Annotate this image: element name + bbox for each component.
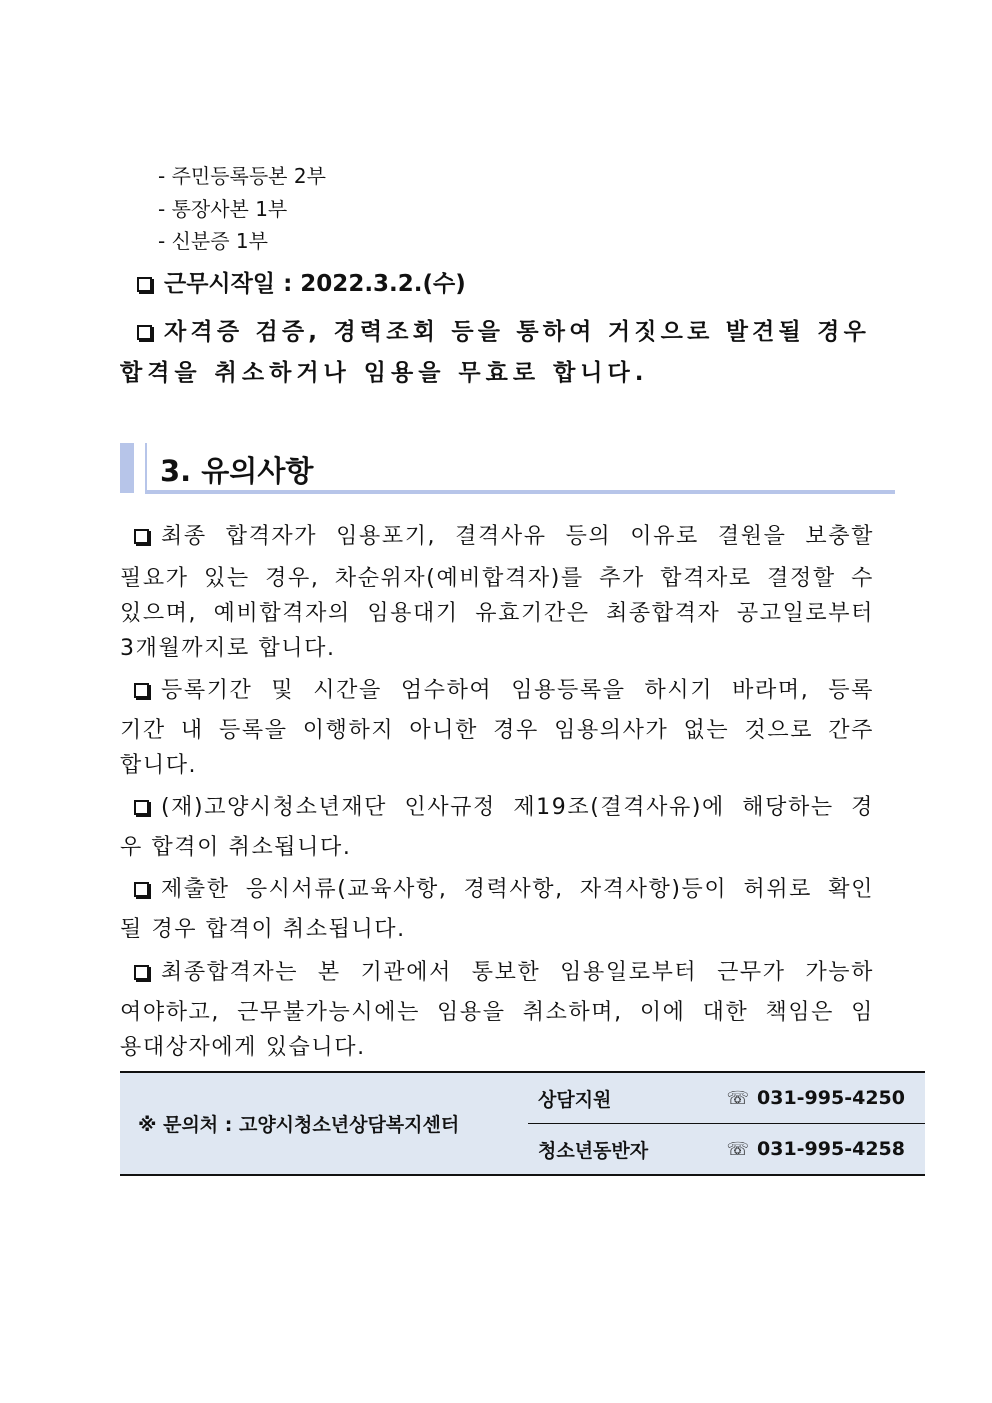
contact-label: ※ 문의처 : 고양시청소년상담복지센터 xyxy=(120,1072,528,1175)
contact-name: 청소년동반자 xyxy=(528,1124,678,1176)
note-5-line-3: 용대상자에게 있습니다. xyxy=(120,1035,366,1060)
note-2-line-3: 합니다. xyxy=(120,753,198,778)
note-5-line-1: 최종합격자는 본 기관에서 통보한 임용일로부터 근무가 가능하 xyxy=(134,955,874,986)
checkbox-icon xyxy=(134,800,149,815)
section-left-line xyxy=(145,443,147,493)
doc-item: - 주민등록등본 2부 xyxy=(158,164,326,188)
note-3-line-1: (재)고양시청소년재단 인사규정 제19조(결격사유)에 해당하는 경 xyxy=(134,790,874,821)
note-2-line-2: 기간 내 등록을 이행하지 아니한 경우 임용의사가 없는 것으로 간주 xyxy=(120,718,874,743)
warning-line-2: 합격을 취소하거나 임용을 무효로 합니다. xyxy=(120,360,649,386)
section-accent-bar xyxy=(120,443,134,493)
doc-item: - 통장사본 1부 xyxy=(158,197,288,221)
note-1-line-3: 있으며, 예비합격자의 임용대기 유효기간은 최종합격자 공고일로부터 xyxy=(120,601,874,626)
start-date-item xyxy=(137,265,466,298)
warning-text-1: 자격증 검증, 경력조회 등을 통하여 거짓으로 발견될 경우 xyxy=(164,319,871,345)
note-4-line-2: 될 경우 합격이 취소됩니다. xyxy=(120,917,406,942)
doc-item: - 신분증 1부 xyxy=(158,229,268,253)
note-3-line-2: 우 합격이 취소됩니다. xyxy=(120,835,352,860)
contact-table xyxy=(120,1071,925,1176)
start-date-text: 근무시작일 : 2022.3.2.(수) xyxy=(164,271,466,297)
phone-icon: ☏ xyxy=(726,1088,750,1109)
note-5-line-2: 여야하고, 근무불가능시에는 임용을 취소하며, 이에 대한 책임은 임 xyxy=(120,1000,874,1025)
warning-line-1 xyxy=(137,313,870,346)
section-title: 3. 유의사항 xyxy=(160,454,314,488)
checkbox-icon xyxy=(134,683,149,698)
contact-name: 상담지원 xyxy=(528,1072,678,1124)
note-4-line-1: 제출한 응시서류(교육사항, 경력사항, 자격사항)등이 허위로 확인 xyxy=(134,872,874,903)
phone-icon: ☏ xyxy=(726,1139,750,1160)
note-1-line-1: 최종 합격자가 임용포기, 결격사유 등의 이유로 결원을 보충할 xyxy=(134,519,874,550)
note-2-line-1: 등록기간 및 시간을 엄수하여 임용등록을 하시기 바라며, 등록 xyxy=(134,673,874,704)
checkbox-icon xyxy=(134,529,149,544)
checkbox-icon xyxy=(137,277,152,292)
section-underline xyxy=(145,490,895,494)
note-1-line-2: 필요가 있는 경우, 차순위자(예비합격자)를 추가 합격자로 결정할 수 xyxy=(120,566,874,591)
note-1-line-4: 3개월까지로 합니다. xyxy=(120,636,336,661)
contact-phone: ☏ 031-995-4250 xyxy=(678,1072,925,1124)
checkbox-icon xyxy=(137,325,152,340)
checkbox-icon xyxy=(134,965,149,980)
checkbox-icon xyxy=(134,882,149,897)
contact-phone: ☏ 031-995-4258 xyxy=(678,1124,925,1176)
